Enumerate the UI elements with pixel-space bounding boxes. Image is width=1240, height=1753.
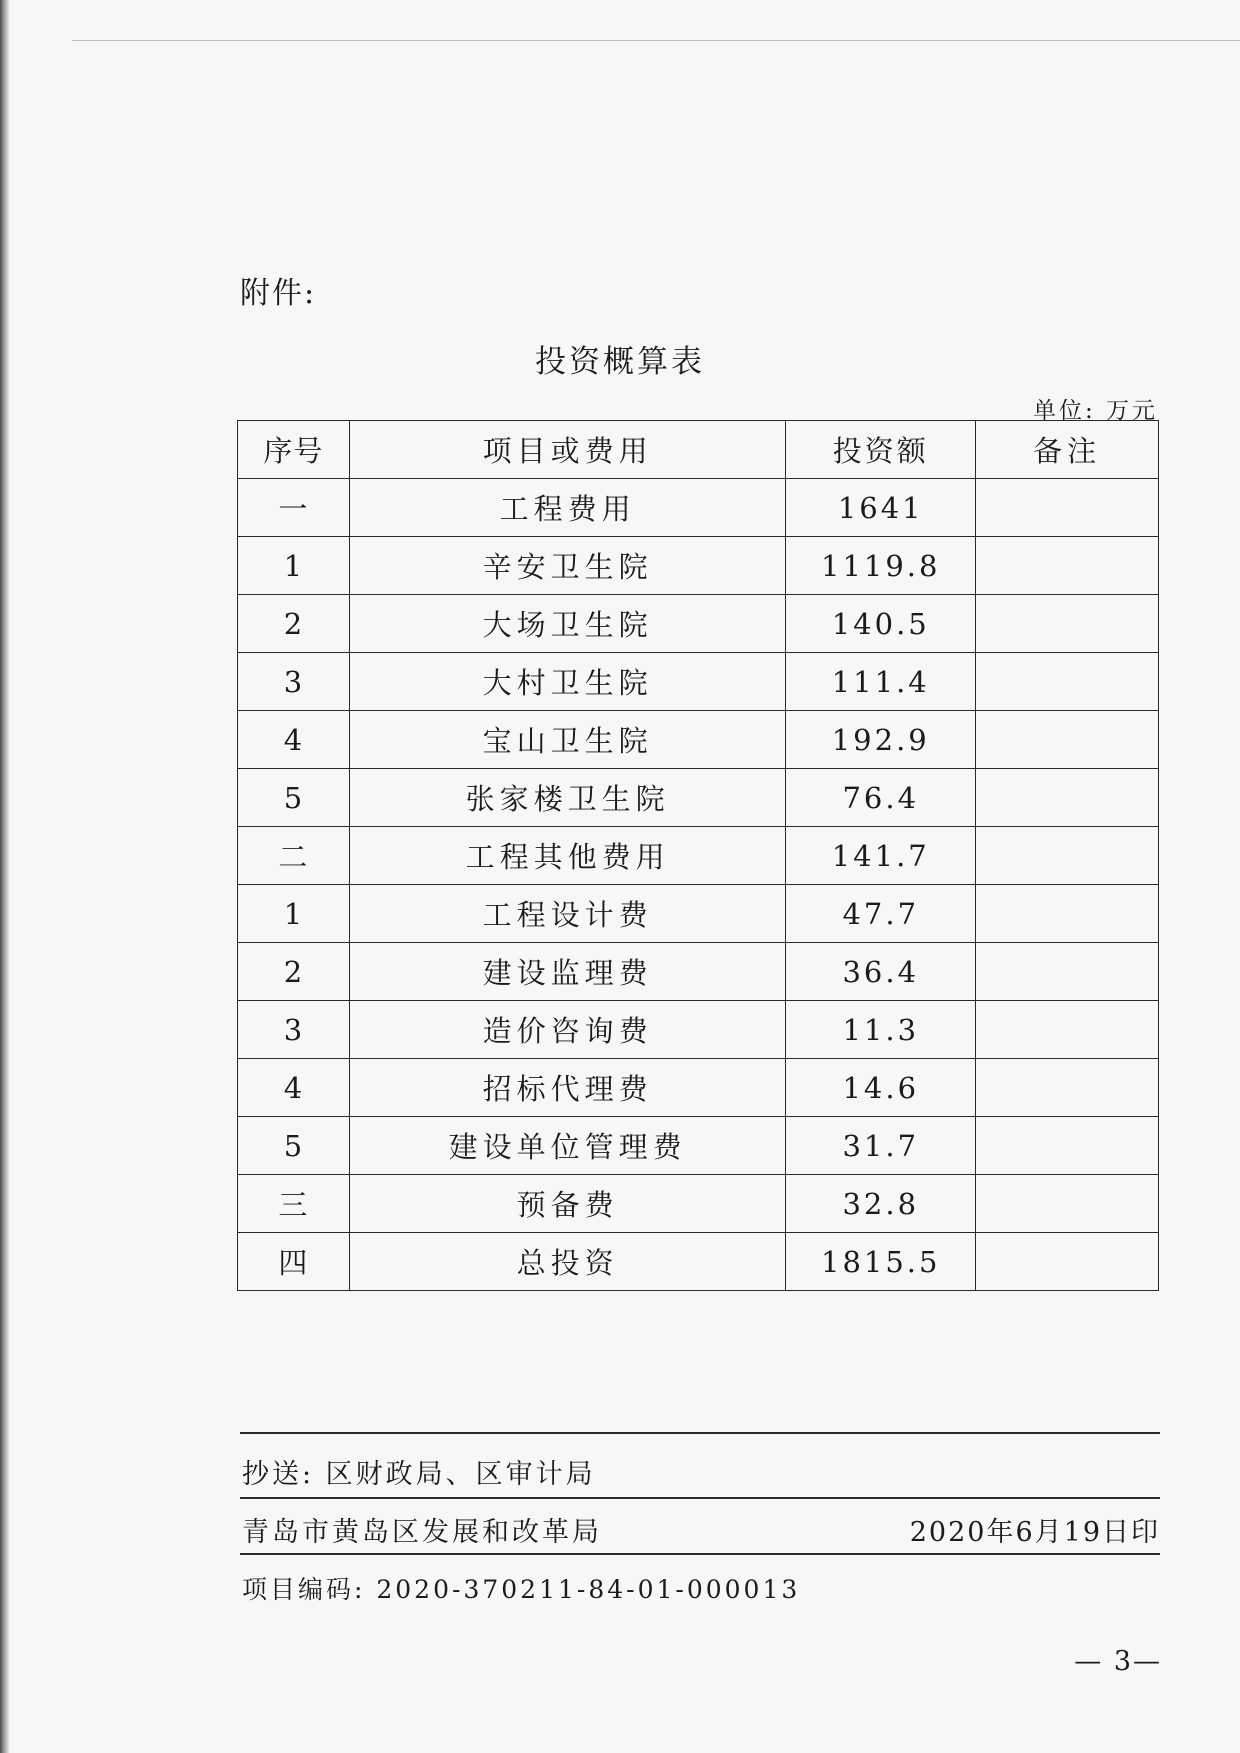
attachment-label: 附件: xyxy=(240,276,317,311)
row-note xyxy=(976,827,1159,885)
row-seq: 1 xyxy=(238,885,350,943)
table-row xyxy=(238,653,1159,711)
row-seq: 2 xyxy=(238,943,350,1001)
scan-edge xyxy=(0,0,10,1753)
row-item-name: 宝山卫生院 xyxy=(349,711,785,769)
row-item-name: 大场卫生院 xyxy=(349,595,785,653)
row-item-name: 工程设计费 xyxy=(349,885,785,943)
row-item-name: 工程费用 xyxy=(349,479,785,537)
table-row xyxy=(238,943,1159,1001)
row-amount: 36.4 xyxy=(786,943,976,1001)
issuing-authority: 青岛市黄岛区发展和改革局 xyxy=(242,1517,602,1548)
row-note xyxy=(976,1233,1159,1291)
row-seq: 5 xyxy=(238,1117,350,1175)
header-seq: 序号 xyxy=(238,421,350,479)
row-seq: 1 xyxy=(238,537,350,595)
header-note: 备注 xyxy=(976,421,1159,479)
page-number: — 3— xyxy=(1074,1646,1162,1677)
row-amount: 1815.5 xyxy=(786,1233,976,1291)
row-amount: 47.7 xyxy=(786,885,976,943)
budget-table-body xyxy=(238,479,1159,1291)
row-seq: 2 xyxy=(238,595,350,653)
row-amount: 14.6 xyxy=(786,1059,976,1117)
table-row xyxy=(238,537,1159,595)
row-seq: 3 xyxy=(238,653,350,711)
row-note xyxy=(976,1001,1159,1059)
row-seq: 3 xyxy=(238,1001,350,1059)
row-item-name: 造价咨询费 xyxy=(349,1001,785,1059)
header-item: 项目或费用 xyxy=(349,421,785,479)
row-amount: 32.8 xyxy=(786,1175,976,1233)
table-row xyxy=(238,827,1159,885)
row-amount: 31.7 xyxy=(786,1117,976,1175)
row-seq: 一 xyxy=(238,479,350,537)
row-item-name: 工程其他费用 xyxy=(349,827,785,885)
table-row xyxy=(238,769,1159,827)
row-item-name: 张家楼卫生院 xyxy=(349,769,785,827)
row-seq: 二 xyxy=(238,827,350,885)
table-row xyxy=(238,595,1159,653)
table-row xyxy=(238,1059,1159,1117)
row-amount: 192.9 xyxy=(786,711,976,769)
table-row xyxy=(238,885,1159,943)
row-seq: 4 xyxy=(238,711,350,769)
table-row xyxy=(238,1233,1159,1291)
cc-line: 抄送: 区财政局、区审计局 xyxy=(242,1459,596,1490)
row-amount: 76.4 xyxy=(786,769,976,827)
row-note xyxy=(976,885,1159,943)
row-note xyxy=(976,769,1159,827)
row-note xyxy=(976,943,1159,1001)
table-row xyxy=(238,1001,1159,1059)
project-code: 项目编码: 2020-370211-84-01-000013 xyxy=(242,1575,801,1604)
row-note xyxy=(976,479,1159,537)
row-amount: 1641 xyxy=(786,479,976,537)
row-item-name: 大村卫生院 xyxy=(349,653,785,711)
footer-rule-bottom xyxy=(240,1553,1160,1555)
footer-rule-middle xyxy=(240,1497,1160,1499)
row-item-name: 预备费 xyxy=(349,1175,785,1233)
table-header-row xyxy=(238,421,1159,479)
row-seq: 四 xyxy=(238,1233,350,1291)
top-divider xyxy=(72,40,1240,41)
row-note xyxy=(976,537,1159,595)
table-row xyxy=(238,479,1159,537)
row-amount: 140.5 xyxy=(786,595,976,653)
row-note xyxy=(976,1175,1159,1233)
row-note xyxy=(976,595,1159,653)
budget-table xyxy=(237,420,1159,1291)
document-title: 投资概算表 xyxy=(535,344,705,380)
row-amount: 11.3 xyxy=(786,1001,976,1059)
row-note xyxy=(976,1117,1159,1175)
row-seq: 4 xyxy=(238,1059,350,1117)
unit-label: 单位: 万元 xyxy=(1032,398,1158,424)
table-row xyxy=(238,711,1159,769)
header-amount: 投资额 xyxy=(786,421,976,479)
row-item-name: 辛安卫生院 xyxy=(349,537,785,595)
table-row xyxy=(238,1175,1159,1233)
print-date: 2020年6月19日印 xyxy=(909,1517,1160,1548)
row-item-name: 总投资 xyxy=(349,1233,785,1291)
row-item-name: 建设单位管理费 xyxy=(349,1117,785,1175)
row-item-name: 招标代理费 xyxy=(349,1059,785,1117)
row-amount: 1119.8 xyxy=(786,537,976,595)
footer-rule-top xyxy=(240,1432,1160,1434)
row-seq: 5 xyxy=(238,769,350,827)
row-note xyxy=(976,653,1159,711)
row-note xyxy=(976,1059,1159,1117)
row-note xyxy=(976,711,1159,769)
table-row xyxy=(238,1117,1159,1175)
row-amount: 141.7 xyxy=(786,827,976,885)
row-seq: 三 xyxy=(238,1175,350,1233)
row-item-name: 建设监理费 xyxy=(349,943,785,1001)
row-amount: 111.4 xyxy=(786,653,976,711)
